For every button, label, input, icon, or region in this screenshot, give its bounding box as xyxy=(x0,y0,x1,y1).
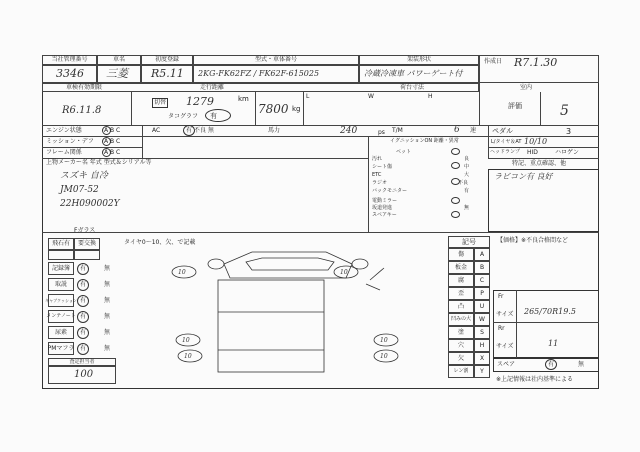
damage-mark xyxy=(370,268,384,280)
pedal-label: ペダル xyxy=(492,127,513,135)
tacho-value: 有 xyxy=(210,112,217,120)
header-label-mgmt: 当社管理番号 xyxy=(42,55,97,65)
legend-name: 傷 xyxy=(448,248,474,261)
inspection-date-value: R6.11.8 xyxy=(62,105,102,116)
ac-label: AC xyxy=(152,127,161,134)
power-value: 240 xyxy=(340,126,358,136)
eq-col-good: 良 xyxy=(464,156,470,162)
ac-value: 有 不良 無 xyxy=(186,127,214,134)
legend-code: W xyxy=(474,313,490,326)
L-label: L xyxy=(306,93,310,100)
frame-status-label: フレーム関係 xyxy=(46,149,82,156)
frame-status-value: A B C xyxy=(104,149,121,156)
tm-unit: 速 xyxy=(470,127,477,134)
equipment-item-dirt: 汚れ xyxy=(372,156,383,162)
score-value: 5 xyxy=(560,103,569,119)
remarks-line-3: 22H090002Y xyxy=(60,199,120,209)
fr-size-value: 265/70R19.5 xyxy=(524,307,576,316)
tire-note: タイヤ0〜10、欠、で記載 xyxy=(124,239,196,246)
legend-name: 塗 xyxy=(448,326,474,339)
legend-name: 凹みの大 xyxy=(448,313,474,326)
f-glass-label: Fガラス xyxy=(74,227,96,234)
check-manual-label: 取説 xyxy=(48,278,74,291)
legend-name: 穴 xyxy=(448,339,474,352)
legend-name: 凸 xyxy=(448,300,474,313)
f-glass-replace-cell: 要交換 xyxy=(74,238,100,250)
tire-size-value: 10/10 xyxy=(524,137,548,146)
check-pm-no: 無 xyxy=(104,345,111,352)
legend-name: 腐 xyxy=(448,274,474,287)
header-label-firstreg: 初度登録 xyxy=(141,55,193,65)
equipment-item-mirror: 電動ミラー xyxy=(372,198,398,204)
km-unit: km xyxy=(238,95,249,103)
H-label: H xyxy=(428,93,433,100)
eq-col-bad: 不良 xyxy=(458,180,469,186)
inspection-label: 車検有効期限 xyxy=(66,84,103,91)
special-notes-value: ラビコン有 良好 xyxy=(494,172,553,181)
rr-label: Rr xyxy=(498,325,505,332)
legend-code: A xyxy=(474,248,490,261)
power-unit: ps xyxy=(378,129,385,136)
legend-code: P xyxy=(474,287,490,300)
equipment-item-hillstart: 坂道発進 xyxy=(372,205,393,211)
legend-name: レン割 xyxy=(448,365,474,378)
power-label: 馬力 xyxy=(268,127,281,134)
wheel-right-front-mark: 10 xyxy=(340,269,348,276)
mission-status-label: ミッション・デフ xyxy=(46,138,94,145)
check-record-no: 無 xyxy=(104,265,111,272)
equipment-item-etc: ETC xyxy=(372,172,382,178)
check-manual-yes: 有 xyxy=(80,281,87,288)
eq-col-yes: 有 xyxy=(464,188,470,194)
kg-unit: kg xyxy=(292,105,301,113)
body-outline xyxy=(218,280,324,372)
cargo-weight-value: 7800 xyxy=(258,102,289,116)
wheel-left-rear-mark: 10 xyxy=(184,353,192,360)
equipment-item-backmonitor: バックモニター xyxy=(372,188,408,194)
fr-label: Fr xyxy=(498,293,504,300)
check-cab-label: キャブクッション xyxy=(48,294,74,307)
legend-name: 歪 xyxy=(448,287,474,300)
created-label: 作成日 xyxy=(484,58,503,65)
wheel-right-rear-mark: 10 xyxy=(380,353,388,360)
windshield-outline xyxy=(246,258,334,270)
body-type-value: 冷蔵冷凍車 パワーゲート付 xyxy=(364,69,463,78)
check-record-yes: 有 xyxy=(80,265,87,272)
check-urea-label: 尿素 xyxy=(48,326,74,339)
legend-code: H xyxy=(474,339,490,352)
mission-status-value: A B C xyxy=(104,138,121,145)
check-maint-label: メンテノート xyxy=(48,310,74,323)
engine-status-label: エンジン状態 xyxy=(46,127,82,134)
remarks-line-1: スズキ 自冷 xyxy=(60,171,108,181)
spare-no: 無 xyxy=(578,361,585,368)
tire-size-label: L/タイヤ＆AT xyxy=(491,139,522,145)
check-cab-no: 無 xyxy=(104,297,111,304)
remarks-label: 上物メーカー名 年式 型式＆シリアル等 xyxy=(46,159,152,166)
left-mirror xyxy=(208,259,224,269)
wheel-left-front-mark: 10 xyxy=(178,269,186,276)
equipment-item-seat: シート傷 xyxy=(372,164,393,170)
remarks-line-2: JM07-52 xyxy=(60,185,99,195)
mileage-label: 走行距離 xyxy=(200,84,225,91)
headlight-hid: HID xyxy=(527,149,538,156)
first-reg-value: R5.11 xyxy=(151,67,184,80)
special-notes-label: 特記、重点確認、他 xyxy=(512,160,567,167)
tacho-label: タコグラフ xyxy=(168,113,199,120)
legend-code: Y xyxy=(474,365,490,378)
headlight-halogen: ハロゲン xyxy=(555,149,579,156)
footer-note: ※上記情報は社内基準による xyxy=(496,376,574,383)
legend-name: 欠 xyxy=(448,352,474,365)
spare-circle xyxy=(545,359,557,370)
equipment-item-bed: ベット xyxy=(396,149,412,155)
header-label-car: 車名 xyxy=(97,55,141,65)
car-name-value: 三菱 xyxy=(106,67,128,80)
inspector-label-cell: 査定担当者 xyxy=(48,358,116,366)
fr-size-label: サイズ xyxy=(496,311,514,318)
engine-status-value: A B C xyxy=(104,127,121,134)
odo-mark: 切替 xyxy=(154,99,167,106)
check-urea-no: 無 xyxy=(104,329,111,336)
capacity-label: 荷台寸法 xyxy=(400,84,425,91)
tm-label: T/M xyxy=(392,127,403,134)
check-maint-yes: 有 xyxy=(80,313,87,320)
divider xyxy=(493,322,599,323)
check-pm-yes: 有 xyxy=(80,345,87,352)
check-cab-yes: 有 xyxy=(80,297,87,304)
f-glass-chip-cell: 飛石有 xyxy=(48,238,74,250)
tm-value: 6 xyxy=(454,125,460,135)
check-record-label: 記録簿 xyxy=(48,262,74,275)
check-maint-no: 無 xyxy=(104,313,111,320)
legend-code: B xyxy=(474,261,490,274)
eq-col-no: 無 xyxy=(464,205,470,211)
legend-code: S xyxy=(474,326,490,339)
header-label-body: 架装形状 xyxy=(359,55,479,65)
check-manual-no: 無 xyxy=(104,281,111,288)
equipment-item-ignition: イグニッションON 距離・異常 xyxy=(390,138,459,144)
check-urea-yes: 有 xyxy=(80,329,87,336)
divider xyxy=(516,290,517,358)
pedal-value: 3 xyxy=(566,127,572,136)
wheel-right-mid-mark: 10 xyxy=(380,337,388,344)
notice-text: 【価格】※不良合格問など xyxy=(497,237,569,244)
cab-outline xyxy=(224,252,352,278)
spare-label: スペア xyxy=(497,361,516,368)
mileage-value: 1279 xyxy=(186,95,214,108)
W-label: W xyxy=(368,93,374,100)
rr-size-value: 11 xyxy=(548,339,559,348)
inspector-value: 100 xyxy=(74,369,94,380)
spare-yes: 有 xyxy=(548,361,555,368)
headlight-label: ヘッドランプ xyxy=(490,149,521,155)
legend-name: 板金 xyxy=(448,261,474,274)
eq-col-large: 大 xyxy=(464,172,470,178)
damage-mark xyxy=(366,284,380,290)
wheel-left-mid-mark: 10 xyxy=(182,337,190,344)
legend-title: 記号 xyxy=(448,236,490,248)
legend-code: C xyxy=(474,274,490,287)
model-chassis-value: 2KG-FK62FZ / FK62F-615025 xyxy=(198,69,320,78)
legend-code: U xyxy=(474,300,490,313)
interior-label: 室内 xyxy=(520,84,533,91)
mgmt-no-value: 3346 xyxy=(56,67,84,80)
check-pm-label: PMマフラ xyxy=(48,342,74,355)
equipment-item-radio: ラジオ xyxy=(372,180,388,186)
score-label: 評価 xyxy=(508,102,522,110)
header-label-model: 型式・車体番号 xyxy=(193,55,359,65)
eq-col-mid: 中 xyxy=(464,164,470,170)
equipment-item-sparekey: スペアキー xyxy=(372,212,397,218)
created-date-value: R7.1.30 xyxy=(514,56,558,69)
legend-code: X xyxy=(474,352,490,365)
rr-size-label: サイズ xyxy=(496,343,514,350)
